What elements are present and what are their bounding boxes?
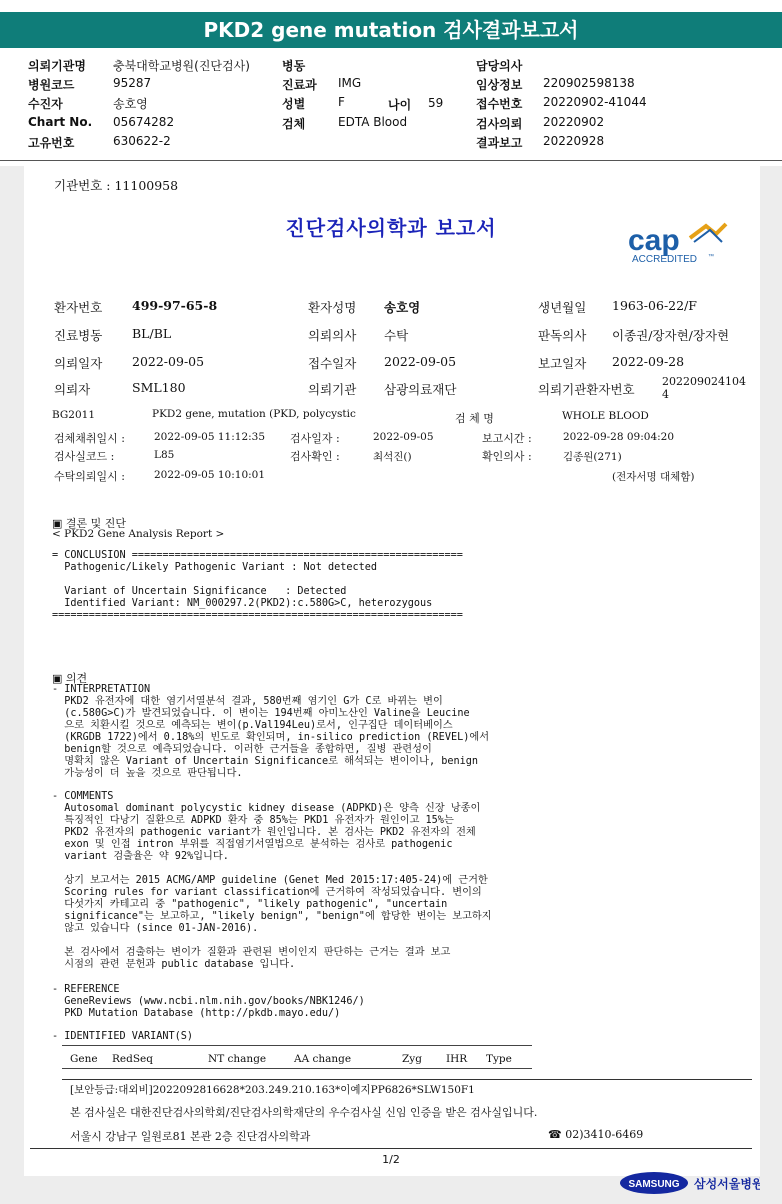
patient-field-value: 1963-06-22/F [612, 298, 697, 313]
patient-field-value: 2022-09-05 [384, 354, 457, 369]
header-label: 의뢰기관명 [28, 59, 86, 73]
patient-field-label: 의뢰기관 [308, 382, 357, 397]
patient-field-value: 2022-09-28 [612, 354, 685, 369]
patient-field-value: 202209024104 4 [662, 375, 746, 401]
header-label: 병원코드 [28, 78, 75, 92]
variant-column-header: RedSeq [112, 1053, 153, 1065]
variant-column-header: Type [486, 1053, 512, 1065]
age-value: 59 [428, 96, 444, 110]
test-field-value: 2022-09-05 [373, 431, 434, 443]
header-label: 임상정보 [476, 78, 523, 92]
cap-accredited-logo [624, 216, 734, 270]
report-header-title: PKD2 gene mutation 검사결과보고서 [0, 12, 782, 48]
header-value: 충북대학교병원(진단검사) [113, 59, 250, 73]
patient-field-value: 삼광의료재단 [384, 382, 457, 397]
patient-field-label: 생년월일 [538, 300, 587, 315]
patient-field-value: 499-97-65-8 [132, 298, 218, 313]
svg-text:™: ™ [708, 254, 714, 260]
patient-field-label: 의뢰자 [54, 382, 91, 397]
cap-accredited-text: ACCREDITED [632, 254, 698, 265]
test-field-label: 보고시간 : [482, 432, 532, 445]
specimen-label: 검 체 명 [455, 412, 494, 425]
variant-column-header: Zyg [402, 1053, 422, 1065]
header-label: 검체 [282, 117, 306, 131]
patient-field-label: 환자번호 [54, 300, 103, 315]
header-label: Chart No. [28, 115, 93, 129]
header-value: 20220902-41044 [543, 95, 647, 109]
patient-field-value: SML180 [132, 380, 186, 395]
header-label: 검사의뢰 [476, 117, 523, 131]
patient-field-value: BL/BL [132, 326, 172, 341]
patient-field-label: 판독의사 [538, 328, 587, 343]
header-value: 20220928 [543, 134, 605, 148]
header-value: 630622-2 [113, 134, 171, 148]
patient-field-label: 환자성명 [308, 300, 357, 315]
conclusion-subheading: < PKD2 Gene Analysis Report > [52, 528, 225, 540]
test-field-value: 2022-09-05 10:10:01 [154, 469, 266, 481]
test-field-label: 검사일자 : [290, 432, 340, 445]
patient-field-label: 의뢰일자 [54, 356, 103, 371]
test-field-value: 최석진() [373, 451, 412, 463]
reference-text: - REFERENCE GeneReviews (www.ncbi.nlm.nih.gov/books/NBK1246/) PKD Mutation Database (http://pkdb.mayo.edu/) [52, 984, 365, 1019]
header-label: 접수번호 [476, 97, 523, 111]
header-value: 20220902 [543, 115, 605, 129]
certification-text: 본 검사실은 대한진단검사의학회/진단검사의학재단의 우수검사실 신임 인증을 받은 검사실입니다. [70, 1106, 538, 1119]
patient-field-label: 의뢰의사 [308, 328, 357, 343]
identified-variants-heading: - IDENTIFIED VARIANT(S) [52, 1031, 194, 1042]
opinion-heading: ▣ 의견 [52, 672, 88, 685]
test-field-value: 2022-09-05 11:12:35 [154, 431, 266, 443]
samsung-wordmark: SAMSUNG [628, 1179, 680, 1190]
test-field-value: (전자서명 대체함) [612, 471, 695, 483]
test-field-label: 검체채취일시 : [54, 432, 125, 445]
header-label: 성별 [282, 97, 306, 111]
test-field-value: 김종원(271) [563, 451, 622, 463]
report-title: 진단검사의학과 보고서 [285, 216, 497, 240]
patient-field-label: 의뢰기관환자번호 [538, 382, 635, 397]
header-value: EDTA Blood [338, 115, 408, 129]
patient-field-value: 수탁 [384, 328, 409, 343]
header-label: 고유번호 [28, 136, 75, 150]
institution-number: 기관번호 : 11100958 [54, 178, 179, 193]
conclusion-text: = CONCLUSION ====================================================== Pathogenic/Likely Pathogenic Variant : Not detected Variant of Uncertain Significance : Detected Identified Variant: NM_000297.2(PKD2):c.580G>C, heterozygous =================================================================== [52, 550, 463, 621]
variant-column-header: AA change [294, 1053, 352, 1065]
patient-field-value: 2022-09-05 [132, 354, 205, 369]
report-paper [24, 166, 760, 1176]
age-label: 나이 [388, 98, 412, 112]
test-field-label: 검사확인 : [290, 450, 340, 463]
test-field-label: 확인의사 : [482, 450, 532, 463]
test-field-value: L85 [154, 449, 175, 461]
header-label: 병동 [282, 59, 306, 73]
header-label: 결과보고 [476, 136, 523, 150]
header-label: 담당의사 [476, 59, 523, 73]
header-value: 95287 [113, 76, 152, 90]
patient-field-value: 송호영 [384, 300, 421, 315]
address-text: 서울시 강남구 일원로81 본관 2층 진단검사의학과 [70, 1130, 311, 1143]
patient-field-label: 진료병동 [54, 328, 103, 343]
interpretation-text: - INTERPRETATION PKD2 유전자에 대한 염기서열분석 결과, 580번째 염기인 G가 C로 바뀌는 변이 (c.580G>C)가 발견되었습니다. 이 변이는 194번째 아미노산인 Valine을 Leucine 으로 치환시킬 것으로 예측되는 변이(p.Val194Leu)로서, 인구집단 데이터베이스 (KRGDB 1722)에서 0.18%의 빈도로 확인되며, in-silico prediction (REVEL)에서 benign할 것으로 예측되었습니다. 이러한 근거들을 종합하면, 질병 관련성이 명확치 않은 Variant of Uncertain Significance로 해석되는 변이이나, benign 가능성이 더 높을 것으로 판단됩니다. [52, 684, 490, 779]
header-value: F [338, 95, 345, 109]
test-field-label: 검사실코드 : [54, 450, 115, 463]
cap-logo-text: cap [628, 224, 680, 257]
variant-column-header: Gene [70, 1053, 98, 1065]
header-value: 05674282 [113, 115, 175, 129]
hospital-name: 삼성서울병원 [694, 1177, 760, 1191]
conclusion-heading: ▣ 결론 및 진단 [52, 517, 127, 530]
test-field-label: 수탁의뢰일시 : [54, 470, 125, 483]
patient-field-value: 이종권/장자현/장자현 [612, 328, 730, 343]
header-label: 진료과 [282, 78, 317, 92]
samsung-hospital-logo [620, 1170, 760, 1200]
specimen-value: WHOLE BLOOD [562, 410, 649, 422]
phone-number: ☎ 02)3410-6469 [548, 1128, 644, 1141]
comments-text: - COMMENTS Autosomal dominant polycystic kidney disease (ADPKD)은 양측 신장 낭종이 특징적인 다낭기 질환으로 ADPKD 환자 중 85%는 PKD1 유전자가 원인이고 15%는 PKD2 유전자의 pathogenic variant가 원인입니다. 본 검사는 PKD2 유전자의 전체 exon 및 인접 intron 부위를 직접염기서열법으로 분석하는 검사로 pathogenic variant 검출율은 약 92%입니다. 상기 보고서는 2015 ACMG/AMP guideline (Genet Med 2015:17:405-24)에 근거한 Scoring rules for variant classification에 근거하여 작성되었습니다. 변이의 다섯가지 카테고리 중 "pathogenic", "likely pathogenic", "uncertain significance"는 보고하고, "likely benign", "benign"에 합당한 변이는 보고하지 않고 있습니다 (since 01-JAN-2016). 본 검사에서 검출하는 변이가 질환과 관련된 변이인지 판단하는 근거는 결과 보고 시점의 관련 문헌과 public database 입니다. [52, 791, 492, 970]
test-name: PKD2 gene, mutation (PKD, polycystic [152, 408, 356, 420]
patient-field-label: 접수일자 [308, 356, 357, 371]
test-field-value: 2022-09-28 09:04:20 [563, 431, 675, 443]
test-code: BG2011 [52, 409, 96, 421]
security-line: [보안등급:대외비]2022092816628*203.249.210.163*이예지PP6826*SLW150F1 [70, 1084, 475, 1096]
variant-column-header: NT change [208, 1053, 267, 1065]
header-label: 수진자 [28, 97, 63, 111]
header-value: 송호영 [113, 97, 148, 111]
variant-column-header: IHR [446, 1053, 468, 1065]
page-number: 1/2 [382, 1153, 400, 1166]
header-value: IMG [338, 76, 362, 90]
patient-field-label: 보고일자 [538, 356, 587, 371]
header-value: 220902598138 [543, 76, 635, 90]
